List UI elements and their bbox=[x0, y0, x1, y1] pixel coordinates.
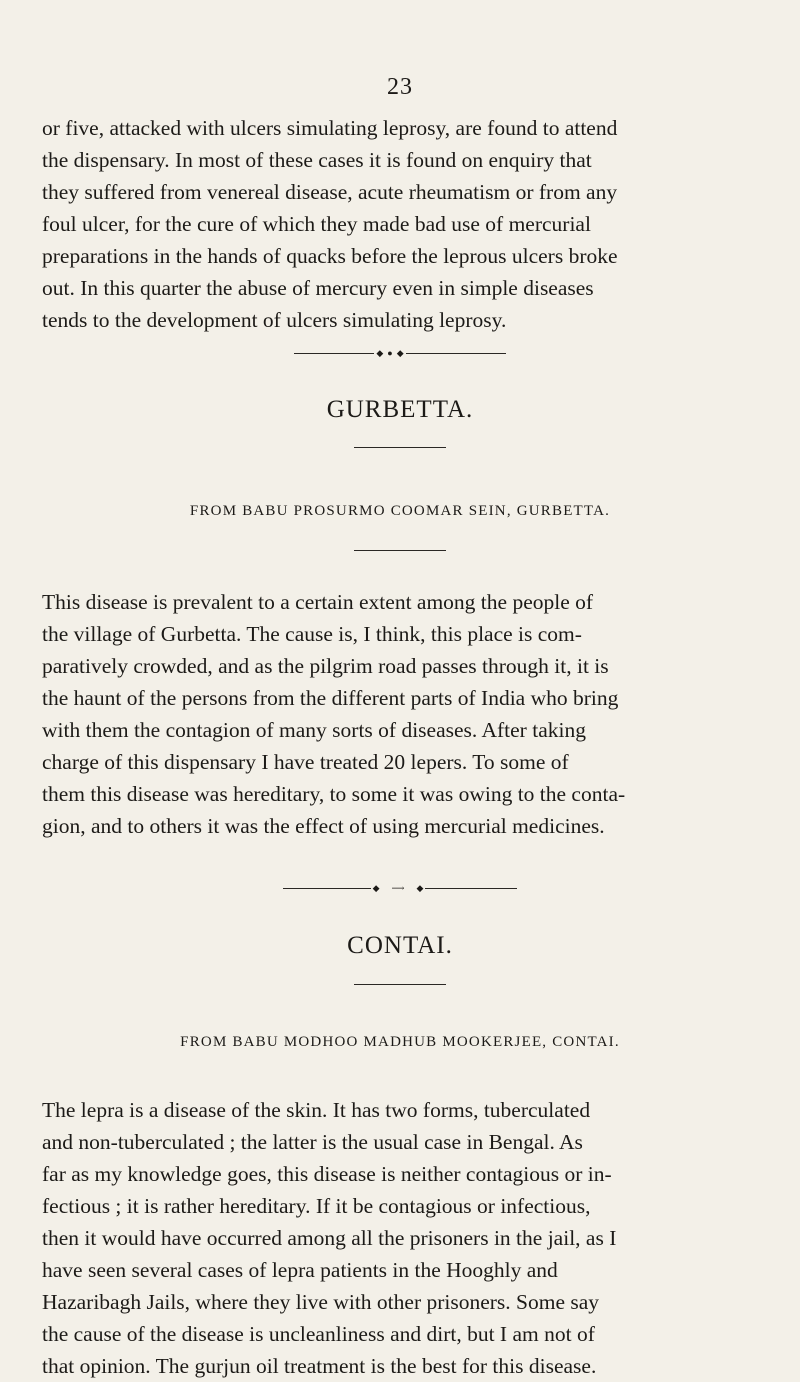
diamond-icon: ◆ bbox=[396, 348, 404, 358]
text-line: paratively crowded, and as the pilgrim road passes through it, it is bbox=[42, 654, 609, 678]
text-line: foul ulcer, for the cure of which they made bad use of mercurial bbox=[42, 212, 591, 236]
text-line: out. In this quarter the abuse of mercury even in simple diseases bbox=[42, 276, 594, 300]
text-line: have seen several cases of lepra patients in the Hooghly and bbox=[42, 1258, 558, 1282]
ornament-line bbox=[294, 353, 374, 354]
dot-icon: ● bbox=[387, 348, 393, 358]
text-line: charge of this dispensary I have treated 20 lepers. To some of bbox=[42, 750, 569, 774]
diamond-icon: ◆ bbox=[376, 348, 384, 358]
text-line: that opinion. The gurjun oil treatment is the best for this disease. bbox=[42, 1354, 597, 1378]
section-title-contai: CONTAI. bbox=[347, 932, 453, 959]
text-line: the cause of the disease is uncleanliness and dirt, but I am not of bbox=[42, 1322, 595, 1346]
ornament-line bbox=[283, 888, 371, 889]
text-line: then it would have occurred among all the prisoners in the jail, as I bbox=[42, 1226, 617, 1250]
ornament-line bbox=[425, 888, 517, 889]
text-line: they suffered from venereal disease, acute rheumatism or from any bbox=[42, 180, 618, 204]
divider-rule bbox=[354, 984, 446, 985]
page-number: 23 bbox=[387, 74, 413, 100]
text-line: gion, and to others it was the effect of using mercurial medicines. bbox=[42, 814, 605, 838]
ornament-line bbox=[406, 353, 506, 354]
diamond-icon: ◆ bbox=[416, 883, 424, 893]
text-line: the village of Gurbetta. The cause is, I think, this place is com- bbox=[42, 622, 582, 646]
text-line: or five, attacked with ulcers simulating leprosy, are found to attend bbox=[42, 116, 618, 140]
text-line: fectious ; it is rather hereditary. If it be contagious or infectious, bbox=[42, 1194, 591, 1218]
section-byline: FROM BABU PROSURMO COOMAR SEIN, GURBETTA. bbox=[189, 503, 611, 519]
arrow-flourish-icon: ⟶ bbox=[391, 883, 405, 893]
text-line: far as my knowledge goes, this disease is neither contagious or in- bbox=[42, 1162, 612, 1186]
text-line: with them the contagion of many sorts of diseases. After taking bbox=[42, 718, 586, 742]
divider-rule bbox=[354, 550, 446, 551]
text-line: tends to the development of ulcers simulating leprosy. bbox=[42, 308, 507, 332]
section-ornament bbox=[0, 883, 800, 893]
text-line: the dispensary. In most of these cases it is found on enquiry that bbox=[42, 148, 592, 172]
divider-rule bbox=[354, 447, 446, 448]
text-line: them this disease was hereditary, to some it was owing to the conta- bbox=[42, 782, 626, 806]
contai-paragraph bbox=[42, 1094, 758, 1382]
section-title-gurbetta: GURBETTA. bbox=[326, 396, 474, 423]
text-line: The lepra is a disease of the skin. It has two forms, tuberculated bbox=[42, 1098, 591, 1122]
text-line: and non-tuberculated ; the latter is the usual case in Bengal. As bbox=[42, 1130, 583, 1154]
intro-paragraph bbox=[42, 112, 758, 336]
diamond-icon: ◆ bbox=[372, 883, 380, 893]
text-line: Hazaribagh Jails, where they live with other prisoners. Some say bbox=[42, 1290, 600, 1314]
text-line: preparations in the hands of quacks before the leprous ulcers broke bbox=[42, 244, 618, 268]
text-line: the haunt of the persons from the different parts of India who bring bbox=[42, 686, 619, 710]
section-byline: FROM BABU MODHOO MADHUB MOOKERJEE, CONTAI. bbox=[180, 1034, 620, 1050]
section-ornament bbox=[0, 348, 800, 358]
text-line: This disease is prevalent to a certain extent among the people of bbox=[42, 590, 594, 614]
gurbetta-paragraph bbox=[42, 586, 758, 842]
